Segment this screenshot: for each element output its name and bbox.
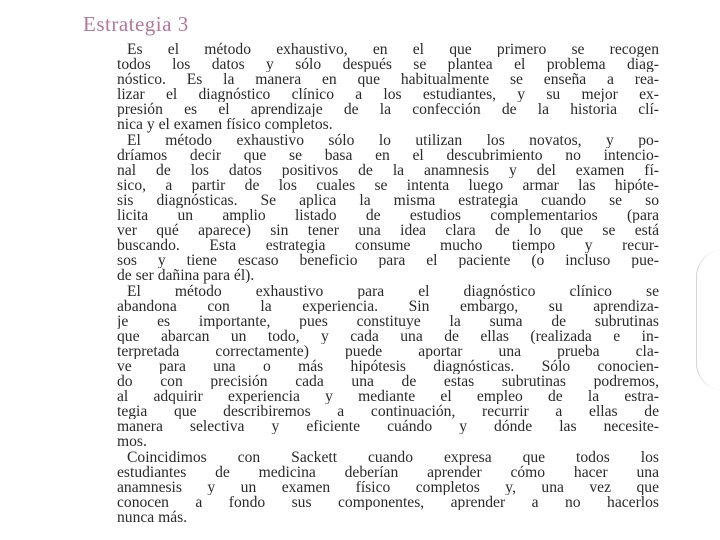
text-line: Coincidimos con Sackett cuando expresa que todos los [127, 449, 659, 465]
text-line: tegia que describiremos a continuación, recurrir a ellas de [117, 404, 659, 420]
text-line: manera selectiva y eficiente cuándo y dónde las necesite- [117, 419, 659, 435]
text-line: El método exhaustivo sólo lo utilizan los novatos, y po- [127, 132, 659, 148]
text-line: presión es el aprendizaje de la confección de la historia clí- [117, 102, 659, 118]
text-line: nunca más. [117, 509, 188, 525]
text-line: sos y tiene escaso beneficio para el paciente (o incluso pue- [117, 253, 659, 269]
text-line: nóstico. Es la manera en que habitualmente se enseña a rea- [117, 72, 659, 88]
text-line: sis diagnósticas. Se aplica la misma estrategia cuando se so [117, 192, 659, 209]
text-line: terpretada correctamente) puede aportar una prueba cla- [117, 343, 659, 359]
text-line: nal de los datos positivos de la anamnesis y del examen fí- [117, 162, 659, 178]
text-line: al adquirir experiencia y mediante el empleo de la estra- [117, 389, 659, 405]
text-line: todos los datos y sólo después se plantea el problema diag- [117, 57, 659, 73]
text-line: Es el método exhaustivo, en el que primero se recogen [127, 42, 659, 58]
section-heading: Estrategia 3 [83, 12, 189, 36]
text-line: estudiantes de medicina deberían aprender cómo hacer una [117, 464, 659, 480]
text-line: nica y el examen físico completos. [117, 117, 333, 133]
text-line: je es importante, pues constituye la suma de subrutinas [117, 313, 659, 329]
text-line: sico, a partir de los cuales se intenta luego armar las hipóte- [117, 177, 659, 193]
text-line: do con precisión cada una de estas subrutinas podremos, [117, 374, 659, 390]
text-line: licita un amplio listado de estudios complementarios (para [117, 208, 659, 224]
text-line: ver qué aparece) sin tener una idea clara de lo que se está [117, 223, 659, 239]
text-line: dríamos decir que se basa en el descubrimiento no intencio- [117, 147, 659, 163]
text-line: buscando. Esta estrategia consume mucho tiempo y recur- [117, 238, 659, 254]
text-line: ve para una o más hipótesis diagnósticas. Sólo conocien- [117, 358, 659, 375]
margin-stamp-mark [696, 250, 720, 390]
text-line: anamnesis y un examen físico completos y, una vez que [117, 479, 659, 495]
text-line: El método exhaustivo para el diagnóstico clínico se [127, 283, 659, 299]
text-line: de ser dañina para él). [117, 268, 255, 284]
text-line: que abarcan un todo, y cada una de ellas (realizada e in- [117, 328, 659, 344]
text-line: lizar el diagnóstico clínico a los estudiantes, y su mejor ex- [117, 87, 659, 103]
text-line: conocen a fondo sus componentes, aprender a no hacerlos [117, 494, 659, 510]
text-line: abandona con la experiencia. Sin embargo, su aprendiza- [117, 298, 659, 314]
text-line: mos. [117, 434, 147, 450]
body-text [117, 42, 659, 525]
